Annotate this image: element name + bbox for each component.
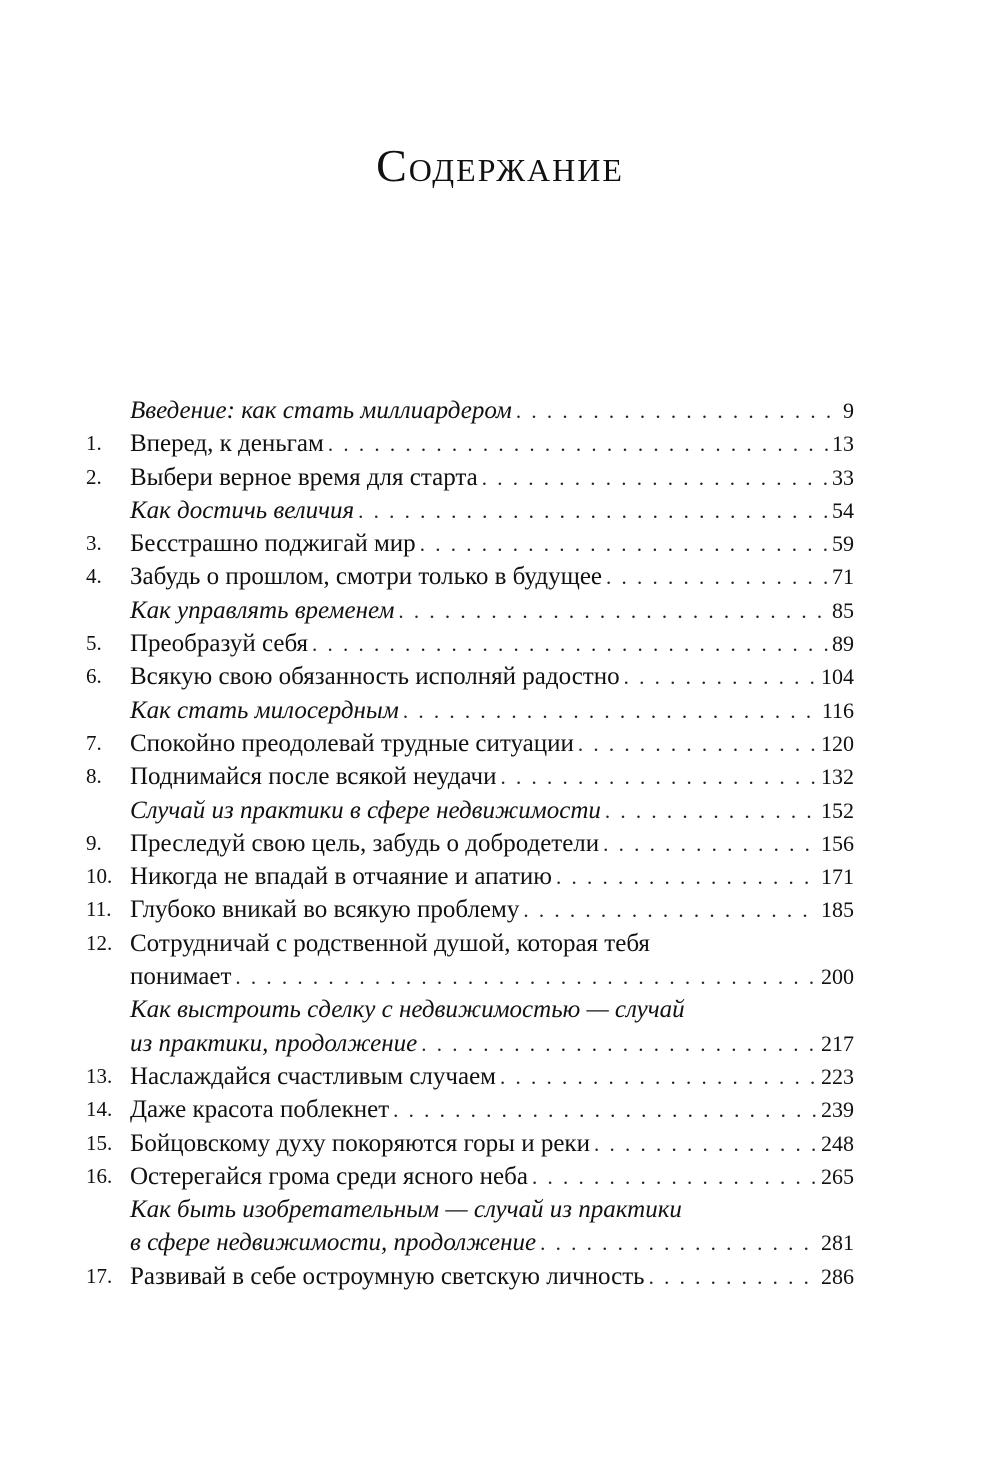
toc-entry-title: Как выстроить сделку с недвижимостью — случай: [130, 996, 685, 1024]
toc-entry-title: Бойцовскому духу покоряются горы и реки: [130, 1129, 590, 1157]
toc-entry: [86, 394, 854, 427]
toc-entry-number: 3.: [86, 531, 102, 556]
toc-entry-title: Случай из практики в сфере недвижимости: [130, 796, 601, 824]
toc-leader-dots: [393, 1094, 817, 1127]
toc-entry-title: Развивай в себе остроумную светскую личность: [130, 1262, 645, 1290]
toc-entry: [86, 694, 854, 727]
toc-entry: [86, 927, 854, 960]
toc-entry-title: понимает: [130, 963, 232, 991]
table-of-contents: [86, 394, 854, 1293]
toc-entry-body: [130, 494, 854, 528]
toc-entry-body: [130, 1226, 854, 1260]
toc-entry-title: Как быть изобретательным — случай из практики: [130, 1196, 682, 1224]
toc-entry-title: Вперед, к деньгам: [130, 430, 324, 458]
toc-leader-dots: [403, 695, 818, 728]
toc-entry-body: [130, 1060, 854, 1094]
toc-entry-title: Преобразуй себя: [130, 630, 309, 658]
toc-entry-body: [130, 1093, 854, 1127]
toc-entry: [86, 993, 854, 1026]
toc-entry-number: 4.: [86, 564, 102, 589]
toc-entry-body: [130, 760, 854, 794]
toc-entry-body: [130, 927, 854, 960]
toc-entry-title: из практики, продолжение: [130, 1029, 418, 1057]
toc-entry-body: [130, 893, 854, 927]
toc-entry-page: 13: [832, 431, 854, 457]
toc-entry-page: 132: [821, 764, 854, 790]
toc-entry-body: [130, 560, 854, 594]
toc-entry-title: Введение: как стать миллиардером: [130, 397, 512, 424]
toc-entry-number: 13.: [86, 1063, 113, 1088]
toc-entry-body: [130, 1260, 854, 1294]
toc-entry-title: Выбери верное время для старта: [130, 463, 478, 491]
toc-entry: [86, 427, 854, 460]
toc-entry: [86, 960, 854, 993]
toc-entry: [86, 827, 854, 860]
toc-entry-page: 120: [821, 730, 854, 756]
toc-entry-title: Сотрудничай с родственной душой, которая тебя: [130, 929, 650, 957]
toc-entry-body: [130, 527, 854, 561]
toc-entry-number: 14.: [86, 1097, 113, 1122]
toc-entry-page: 223: [821, 1063, 854, 1089]
toc-entry: [86, 1060, 854, 1093]
toc-entry-page: 54: [832, 497, 854, 523]
toc-entry: [86, 1160, 854, 1193]
toc-entry-number: 17.: [86, 1263, 113, 1288]
toc-entry-body: [130, 827, 854, 861]
toc-entry-number: 1.: [86, 431, 102, 456]
toc-entry-title: Всякую свою обязанность исполняй радостно: [130, 663, 620, 691]
toc-entry-title: Забудь о прошлом, смотри только в будущее: [130, 563, 603, 591]
toc-entry-title: Остерегайся грома среди ясного неба: [130, 1162, 528, 1190]
toc-entry-number: 16.: [86, 1163, 113, 1188]
toc-entry-body: [130, 627, 854, 661]
toc-entry-page: 85: [832, 597, 854, 623]
toc-entry-title: Глубоко вникай во всякую проблему: [130, 896, 520, 924]
toc-entry-page: 286: [821, 1263, 854, 1289]
toc-entry-title: Никогда не впадай в отчаяние и апатию: [130, 863, 552, 891]
toc-entry: [86, 461, 854, 494]
toc-leader-dots: [540, 1227, 817, 1260]
toc-entry-body: [130, 860, 854, 894]
toc-entry-title: Наслаждайся счастливым случаем: [130, 1062, 496, 1090]
toc-entry-page: 217: [821, 1030, 854, 1056]
toc-entry-page: 239: [821, 1097, 854, 1123]
toc-entry-page: 200: [821, 964, 854, 990]
toc-entry-page: 281: [821, 1230, 854, 1256]
page-title: Содержание: [376, 140, 624, 191]
toc-entry-page: 156: [821, 830, 854, 856]
toc-leader-dots: [594, 1128, 817, 1161]
toc-entry: [86, 1226, 854, 1259]
toc-entry-page: 33: [832, 464, 854, 490]
toc-leader-dots: [605, 795, 817, 828]
toc-leader-dots: [500, 1061, 817, 1094]
toc-entry: [86, 527, 854, 560]
toc-leader-dots: [482, 462, 828, 495]
toc-entry-body: [130, 427, 854, 461]
toc-entry: [86, 1093, 854, 1126]
toc-entry-body: [130, 1127, 854, 1161]
toc-entry-number: 6.: [86, 664, 102, 689]
toc-entry-page: 116: [821, 697, 854, 723]
toc-entry-page: 89: [832, 631, 854, 657]
toc-entry-body: [130, 993, 854, 1026]
toc-entry-body: [130, 594, 854, 628]
toc-leader-dots: [420, 528, 828, 561]
toc-entry-number: 9.: [86, 830, 102, 855]
toc-entry-title: Спокойно преодолевай трудные ситуации: [130, 729, 574, 757]
toc-entry-body: [130, 1027, 854, 1061]
toc-leader-dots: [523, 894, 817, 927]
toc-entry-page: 104: [821, 664, 854, 690]
toc-leader-dots: [556, 861, 817, 894]
toc-entry-number: 11.: [86, 897, 112, 922]
toc-entry-body: [130, 727, 854, 761]
toc-leader-dots: [358, 495, 828, 528]
toc-entry: [86, 1127, 854, 1160]
toc-entry-page: 9: [843, 398, 854, 423]
toc-entry-number: 8.: [86, 764, 102, 789]
toc-entry-number: 10.: [86, 864, 113, 889]
toc-leader-dots: [516, 395, 839, 428]
toc-entry-page: 248: [821, 1130, 854, 1156]
toc-entry-page: 185: [821, 897, 854, 923]
toc-entry-title: в сфере недвижимости, продолжение: [130, 1229, 537, 1257]
toc-entry-page: 71: [832, 564, 854, 590]
toc-leader-dots: [312, 628, 828, 661]
toc-entry: [86, 594, 854, 627]
toc-entry: [86, 727, 854, 760]
toc-entry: [86, 494, 854, 527]
toc-entry-title: Даже красота поблекнет: [130, 1096, 390, 1124]
toc-leader-dots: [235, 961, 817, 994]
toc-entry: [86, 1260, 854, 1293]
toc-entry-body: [130, 660, 854, 694]
toc-entry-body: [130, 394, 854, 428]
toc-leader-dots: [624, 661, 817, 694]
toc-entry-page: 265: [821, 1163, 854, 1189]
toc-entry-title: Как управлять временем: [130, 596, 395, 624]
toc-entry: [86, 860, 854, 893]
toc-entry: [86, 660, 854, 693]
toc-entry: [86, 560, 854, 593]
toc-entry: [86, 1193, 854, 1226]
toc-entry-title: Как стать милосердным: [130, 696, 399, 724]
toc-entry-body: [130, 694, 854, 728]
toc-entry-number: 2.: [86, 464, 102, 489]
toc-entry-body: [130, 461, 854, 495]
toc-leader-dots: [501, 761, 817, 794]
toc-entry: [86, 760, 854, 793]
toc-entry-page: 59: [832, 531, 854, 557]
toc-entry-title: Как достичь величия: [130, 496, 355, 524]
toc-leader-dots: [578, 728, 817, 761]
toc-entry: [86, 627, 854, 660]
toc-entry: [86, 893, 854, 926]
toc-entry-page: 171: [821, 864, 854, 890]
toc-entry-number: 15.: [86, 1130, 113, 1155]
toc-leader-dots: [649, 1261, 817, 1294]
toc-leader-dots: [606, 561, 828, 594]
toc-entry: [86, 1027, 854, 1060]
toc-entry-body: [130, 794, 854, 828]
toc-leader-dots: [603, 828, 817, 861]
toc-entry-page: 152: [821, 797, 854, 823]
toc-entry-number: 7.: [86, 730, 102, 755]
toc-entry-title: Поднимайся после всякой неудачи: [130, 763, 497, 791]
toc-leader-dots: [398, 595, 828, 628]
toc-entry: [86, 794, 854, 827]
toc-entry-number: 12.: [86, 930, 113, 955]
toc-leader-dots: [532, 1161, 817, 1194]
toc-entry-title: Бесстрашно поджигай мир: [130, 530, 416, 558]
toc-leader-dots: [328, 428, 828, 461]
toc-entry-title: Преследуй свою цель, забудь о добродетели: [130, 829, 600, 857]
toc-entry-body: [130, 1193, 854, 1226]
toc-leader-dots: [421, 1028, 817, 1061]
toc-entry-body: [130, 960, 854, 994]
toc-entry-body: [130, 1160, 854, 1194]
toc-entry-number: 5.: [86, 631, 102, 656]
